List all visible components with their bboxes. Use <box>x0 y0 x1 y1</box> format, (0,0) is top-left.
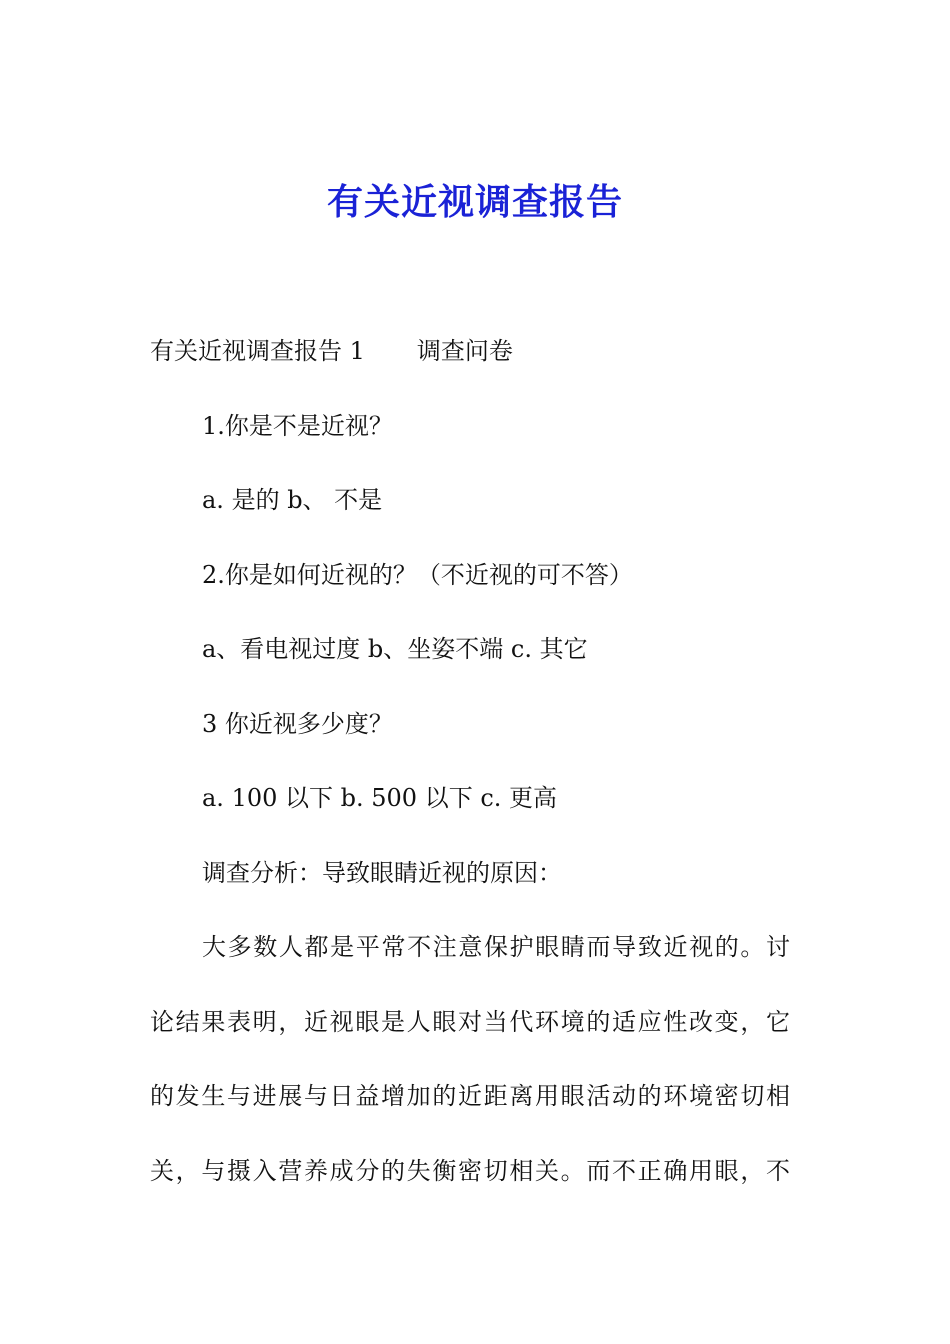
paragraph-line: 的发生与进展与日益增加的近距离用眼活动的环境密切相 <box>150 1082 790 1111</box>
question-1: 1.你是不是近视？ <box>202 412 393 440</box>
question-1-options: a. 是的 b、 不是 <box>202 486 383 514</box>
analysis-heading: 调查分析：导致眼睛近视的原因： <box>202 859 562 887</box>
question-3-options: a. 100 以下 b. 500 以下 c. 更高 <box>202 784 558 812</box>
question-3: 3 你近视多少度？ <box>202 710 393 738</box>
paragraph-line: 大多数人都是平常不注意保护眼睛而导致近视的。讨 <box>202 933 790 961</box>
question-2: 2.你是如何近视的？（不近视的可不答） <box>202 561 633 589</box>
section-heading <box>150 334 513 368</box>
document-title: 有关近视调查报告 <box>326 181 623 223</box>
paragraph-line: 论结果表明，近视眼是人眼对当代环境的适应性改变，它 <box>150 1007 790 1036</box>
section-heading-subtitle: 调查问卷 <box>416 337 513 365</box>
analysis-paragraph <box>150 930 790 1228</box>
section-heading-title: 有关近视调查报告 1 <box>150 337 365 365</box>
question-2-options: a、看电视过度 b、坐姿不端 c. 其它 <box>202 635 588 663</box>
paragraph-line: 关，与摄入营养成分的失衡密切相关。而不正确用眼，不 <box>150 1156 790 1185</box>
